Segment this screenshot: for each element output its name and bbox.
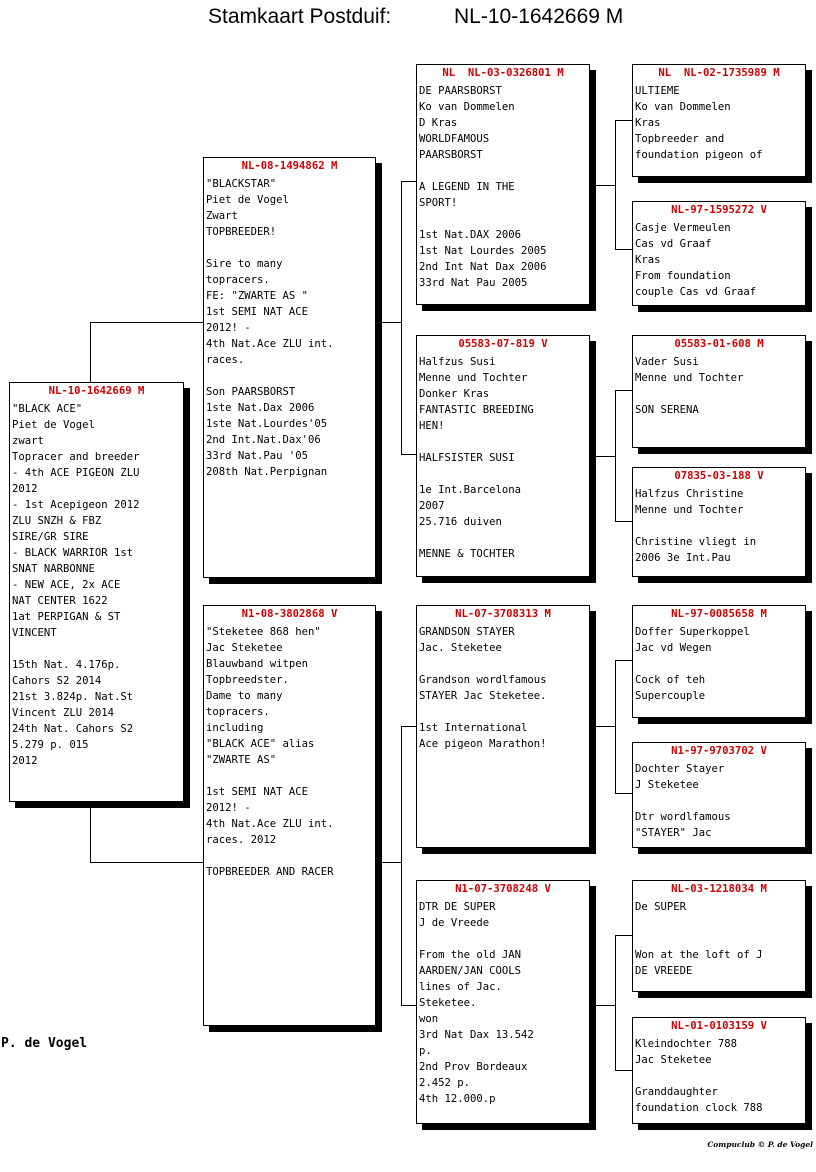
connector-line	[596, 185, 616, 186]
connector-line	[401, 454, 417, 455]
pigeon-info: Dochter Stayer J Steketee Dtr wordlfamous "STAYER" Jac	[635, 763, 731, 839]
footer-credit: Compuclub © P. de Vogel	[707, 1140, 813, 1149]
pigeon-card-dds	[632, 880, 806, 992]
connector-line	[90, 322, 91, 384]
ring-number: NL-08-1494862 M	[241, 160, 338, 172]
connector-line	[382, 322, 402, 323]
ring-number: N1-97-9703702 V	[671, 745, 767, 757]
connector-line	[615, 390, 632, 391]
pigeon-info: Doffer Superkoppel Jac vd Wegen Cock of teh Supercouple	[635, 626, 750, 702]
connector-line	[401, 726, 402, 1006]
ring-number: 05583-07-819 V	[458, 338, 548, 350]
ring-number: N1-08-3802868 V	[241, 608, 338, 620]
connector-line	[90, 862, 204, 863]
connector-line	[401, 1005, 417, 1006]
pigeon-info: Vader Susi Menne und Tochter SON SERENA	[635, 356, 744, 416]
connector-line	[615, 1070, 632, 1071]
pigeon-card-ddd	[632, 1017, 806, 1124]
ring-number: NL-97-1595272 V	[671, 204, 767, 216]
pigeon-card-sire	[203, 157, 376, 578]
pigeon-info: Casje Vermeulen Cas vd Graaf Kras From foundation couple Cas vd Graaf	[635, 222, 757, 298]
connector-line	[401, 726, 417, 727]
ring-number: 07835-03-188 V	[674, 470, 764, 482]
pigeon-card-dsd	[632, 742, 806, 848]
connector-line	[596, 726, 616, 727]
pigeon-card-sds	[632, 335, 806, 448]
pigeon-info: Halfzus Christine Menne und Tochter Christine vliegt in 2006 3e Int.Pau	[635, 488, 757, 564]
connector-line	[90, 808, 91, 863]
pigeon-info: ULTIEME Ko van Dommelen Kras Topbreeder and foundation pigeon of	[635, 85, 763, 161]
ring-number: NL-01-0103159 V	[671, 1020, 767, 1032]
ring-number: NL-03-1218034 M	[671, 883, 767, 895]
ring-number: 05583-01-608 M	[674, 338, 764, 350]
pigeon-info: Kleindochter 788 Jac Steketee Granddaughter foundation clock 788	[635, 1038, 763, 1114]
ring-number: N1-07-3708248 V	[455, 883, 551, 895]
pigeon-card-subject	[9, 382, 184, 802]
connector-line	[401, 181, 402, 455]
title-label: Stamkaart Postduif:	[208, 5, 392, 28]
owner-name: P. de Vogel	[1, 1036, 88, 1051]
connector-line	[615, 120, 632, 121]
pigeon-info: "BLACKSTAR" Piet de Vogel Zwart TOPBREEDER! Sire to many topracers. FE: "ZWARTE AS " 1st SEMI NAT ACE 2012! - 4th Nat.Ace ZLU int. races. Son PAARSBORST 1ste Nat.Dax 2006 1ste Nat.Lourdes'05 2nd Int.Nat.Dax'06 33rd Nat.Pau '05 208th Nat.Perpignan	[206, 178, 334, 478]
connector-line	[615, 120, 616, 250]
pigeon-info: Halfzus Susi Menne und Tochter Donker Kras FANTASTIC BREEDING HEN! HALFSISTER SUSI 1e Int.Barcelona 2007 25.716 duiven MENNE & TOCHTER	[419, 356, 534, 560]
ring-number: NL-97-0085658 M	[671, 608, 767, 620]
connector-line	[615, 793, 632, 794]
pigeon-info: DTR DE SUPER J de Vreede From the old JAN AARDEN/JAN COOLS lines of Jac. Steketee. won 3rd Nat Dax 13.542 p. 2nd Prov Bordeaux 2.452 p. 4th 12.000.p	[419, 901, 534, 1105]
pigeon-card-sire-sire	[416, 64, 590, 305]
connector-line	[615, 935, 632, 936]
pigeon-card-dss	[632, 605, 806, 718]
ring-number: NL NL-02-1735989 M	[658, 67, 780, 79]
pigeon-info: GRANDSON STAYER Jac. Steketee Grandson wordlfamous STAYER Jac Steketee. 1st International Ace pigeon Marathon!	[419, 626, 547, 750]
ring-number: NL-10-1642669 M	[48, 385, 145, 397]
pigeon-card-dam	[203, 605, 376, 1026]
pigeon-info: DE PAARSBORST Ko van Dommelen D Kras WORLDFAMOUS PAARSBORST A LEGEND IN THE SPORT! 1st Nat.DAX 2006 1st Nat Lourdes 2005 2nd Int Nat Dax 2006 33rd Nat Pau 2005	[419, 85, 547, 289]
pigeon-card-sire-dam	[416, 335, 590, 577]
pigeon-info: "Steketee 868 hen" Jac Steketee Blauwband witpen Topbreedster. Dame to many topracers. including "BLACK ACE" alias "ZWARTE AS" 1st SEMI NAT ACE 2012! - 4th Nat.Ace ZLU int. races. 2012 TOPBREEDER AND RACER	[206, 626, 334, 878]
ring-number: NL NL-03-0326801 M	[442, 67, 564, 79]
pigeon-card-ssd	[632, 201, 806, 306]
pigeon-card-dam-dam	[416, 880, 590, 1124]
connector-line	[615, 660, 632, 661]
connector-line	[90, 322, 204, 323]
connector-line	[615, 390, 616, 522]
connector-line	[401, 181, 417, 182]
pigeon-card-sss	[632, 64, 806, 177]
connector-line	[615, 935, 616, 1071]
connector-line	[615, 521, 632, 522]
connector-line	[382, 862, 402, 863]
ring-number: NL-07-3708313 M	[455, 608, 551, 620]
pigeon-card-sdd	[632, 467, 806, 577]
connector-line	[615, 660, 616, 794]
pigeon-info: De SUPER Won at the loft of J DE VREEDE	[635, 901, 763, 977]
pigeon-info: "BLACK ACE" Piet de Vogel zwart Topracer and breeder - 4th ACE PIGEON ZLU 2012 - 1st Acepigeon 2012 ZLU SNZH & FBZ SIRE/GR SIRE - BLACK WARRIOR 1st SNAT NARBONNE - NEW ACE, 2x ACE NAT CENTER 1622 1at PERPIGAN & ST VINCENT 15th Nat. 4.176p. Cahors S2 2014 21st 3.824p. Nat.St Vincent ZLU 2014 24th Nat. Cahors S2 5.279 p. 015 2012	[12, 403, 140, 767]
pigeon-card-dam-sire	[416, 605, 590, 848]
connector-line	[596, 1005, 616, 1006]
connector-line	[615, 249, 632, 250]
connector-line	[596, 456, 616, 457]
title-ring-number: NL-10-1642669 M	[454, 5, 624, 28]
